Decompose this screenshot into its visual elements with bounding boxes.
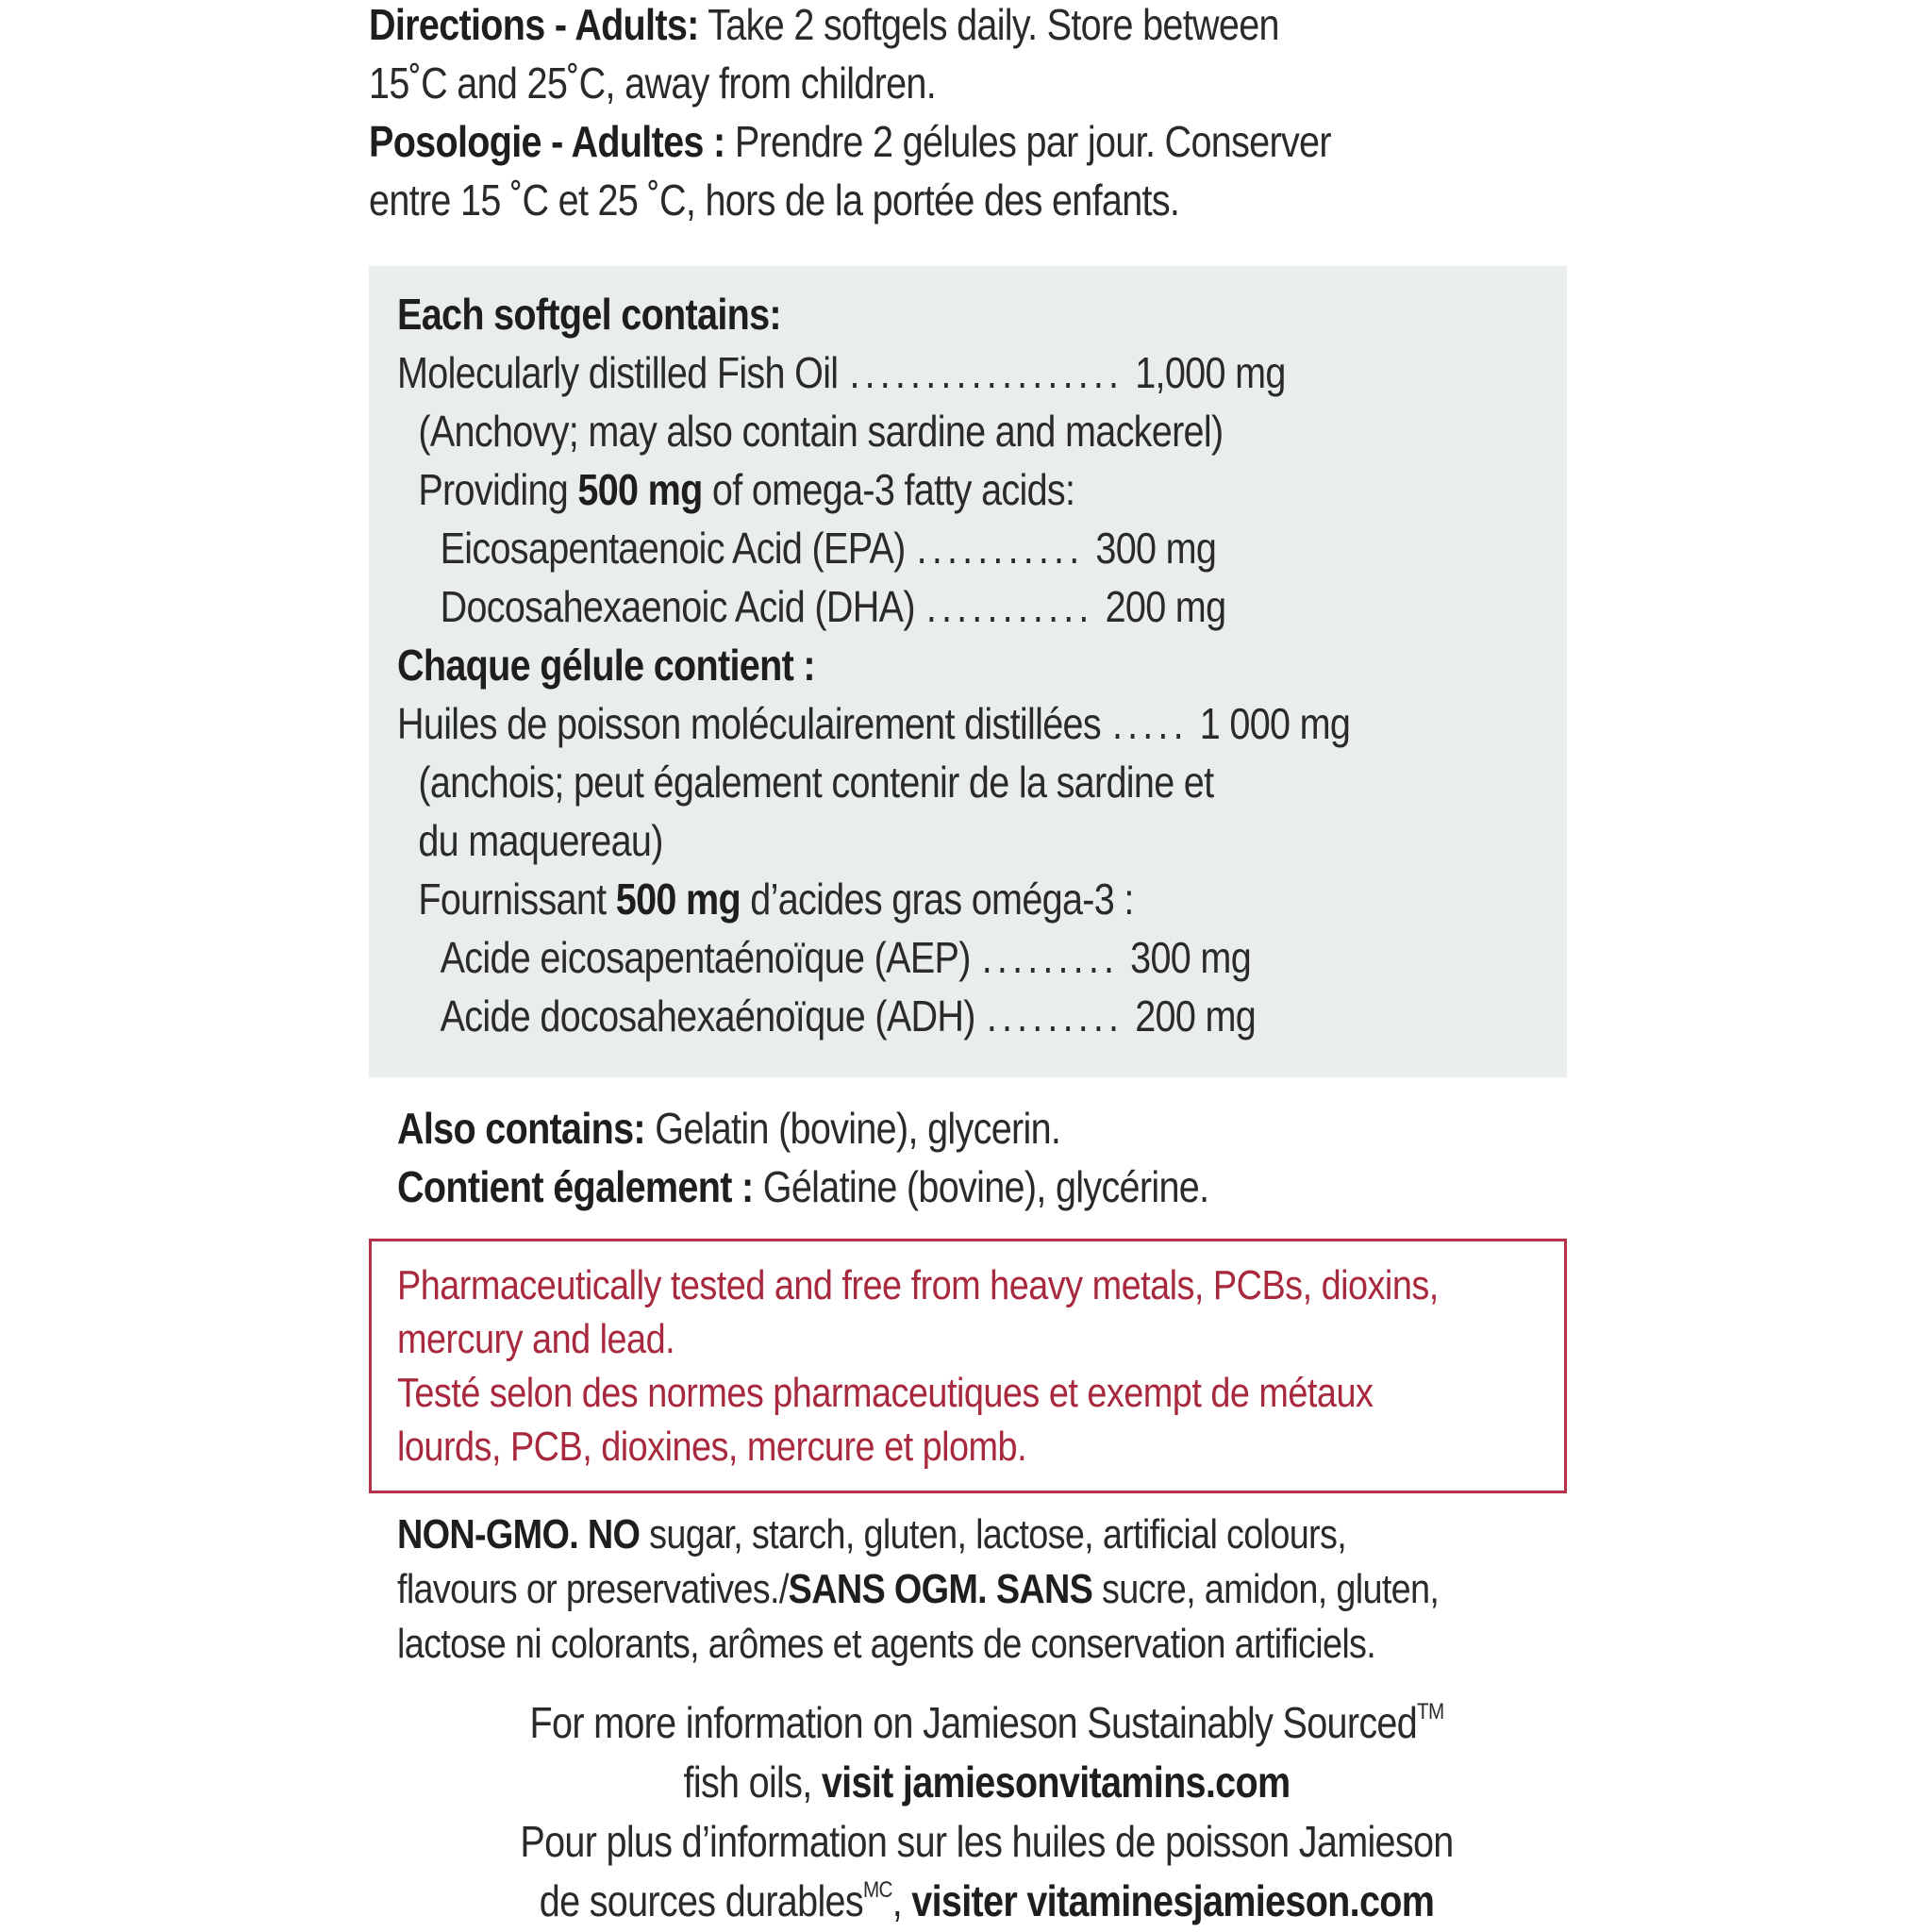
contents-en-heading: Each softgel contains: <box>397 290 781 339</box>
fish-oil-row-fr: Huiles de poisson moléculairement distillées ..... 1 000 mg <box>397 699 1351 748</box>
contents-box <box>369 266 1567 1077</box>
marque-de-commerce-mark: MC <box>862 1877 892 1903</box>
epa-row: Eicosapentaenoic Acid (EPA) ........... 300 mg <box>440 524 1217 573</box>
non-gmo-section <box>397 1507 1439 1672</box>
dha-row: Docosahexaenoic Acid (DHA) ........... 200 mg <box>440 582 1226 631</box>
more-info-en-line-2: fish oils, visit jamiesonvitamins.com <box>683 1757 1291 1807</box>
directions-en-line-2: 15˚C and 25˚C, away from children. <box>369 58 937 108</box>
fish-oil-row-en: Molecularly distilled Fish Oil .................. 1,000 mg <box>397 348 1286 397</box>
website-link-fr[interactable]: visiter vitaminesjamieson.com <box>911 1876 1435 1925</box>
adh-row: Acide docosahexaénoïque (ADH) ......... 200 mg <box>440 991 1257 1041</box>
more-info-fr-line-1: Pour plus d’information sur les huiles de poisson Jamieson <box>520 1817 1454 1866</box>
omega3-total-fr: Fournissant 500 mg d’acides gras oméga-3 : <box>418 874 1134 924</box>
tested-notice-text <box>397 1258 1439 1474</box>
contents-list <box>397 285 1350 1045</box>
fish-source-fr-2: du maquereau) <box>418 816 663 865</box>
non-gmo-line-3: lactose ni colorants, arômes et agents de conservation artificiels. <box>397 1621 1376 1667</box>
website-link-en[interactable]: visit jamiesonvitamins.com <box>821 1757 1291 1807</box>
aep-row: Acide eicosapentaénoïque (AEP) ......... 300 mg <box>440 933 1252 982</box>
non-gmo-line-2: flavours or preservatives./SANS OGM. SANS sucre, amidon, gluten, <box>397 1566 1440 1612</box>
non-gmo-line-1: NON-GMO. NO sugar, starch, gluten, lactose, artificial colours, <box>397 1511 1347 1557</box>
tested-notice-box <box>369 1239 1567 1493</box>
tested-en-line-1: Pharmaceutically tested and free from heavy metals, PCBs, dioxins, <box>397 1262 1439 1308</box>
directions-section <box>369 0 1331 229</box>
tested-fr-line-2: lourds, PCB, dioxines, mercure et plomb. <box>397 1424 1027 1470</box>
also-contains-section <box>397 1099 1208 1216</box>
omega3-total-en: Providing 500 mg of omega-3 fatty acids: <box>418 465 1075 514</box>
tested-en-line-2: mercury and lead. <box>397 1316 675 1362</box>
directions-fr-line-1: Posologie - Adultes : Prendre 2 gélules par jour. Conserver <box>369 117 1331 166</box>
tested-fr-line-1: Testé selon des normes pharmaceutiques et exempt de métaux <box>397 1370 1374 1416</box>
contents-fr-heading: Chaque gélule contient : <box>397 641 815 690</box>
directions-fr-label: Posologie - Adultes : <box>369 117 725 166</box>
directions-en-line-1: Directions - Adults: Take 2 softgels daily. Store between <box>369 0 1279 49</box>
directions-en-label: Directions - Adults: <box>369 0 699 49</box>
trademark-mark: TM <box>1417 1699 1444 1724</box>
also-contains-en: Also contains: Gelatin (bovine), glycerin. <box>397 1104 1061 1153</box>
more-info-section <box>369 1693 1605 1931</box>
directions-fr-line-2: entre 15 ˚C et 25 ˚C, hors de la portée des enfants. <box>369 175 1180 225</box>
also-contains-fr: Contient également : Gélatine (bovine), glycérine. <box>397 1162 1209 1211</box>
fish-source-en: (Anchovy; may also contain sardine and mackerel) <box>418 407 1224 456</box>
fish-source-fr-1: (anchois; peut également contenir de la sardine et <box>418 758 1214 807</box>
more-info-en-line-1: For more information on Jamieson Sustainably Sourced™ <box>529 1698 1444 1747</box>
more-info-fr-line-2: de sources durables$^{MC}$, visiter vitaminesjamieson.com <box>539 1876 1435 1925</box>
